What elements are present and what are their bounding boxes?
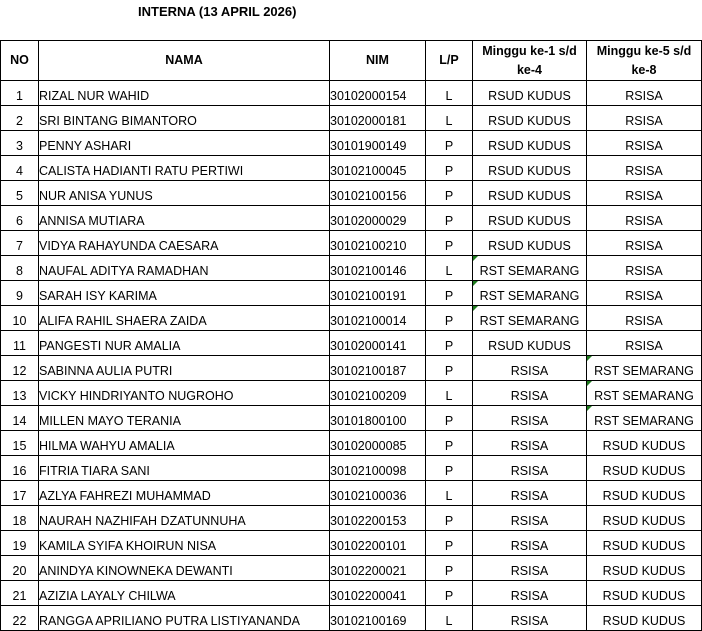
table-row [1, 231, 702, 256]
cell-week1: RSISA [473, 456, 587, 481]
student-roster-table [0, 40, 702, 631]
table-row [1, 506, 702, 531]
cell-nim: 30102100191 [330, 281, 426, 306]
cell-nama: ALIFA RAHIL SHAERA ZAIDA [39, 306, 330, 331]
cell-lp: P [426, 181, 473, 206]
header-lp: L/P [426, 41, 473, 81]
cell-lp: P [426, 306, 473, 331]
cell-week2: RSUD KUDUS [587, 506, 702, 531]
table-row [1, 606, 702, 631]
cell-no: 9 [1, 281, 39, 306]
cell-week2: RSISA [587, 331, 702, 356]
cell-nim: 30102100156 [330, 181, 426, 206]
cell-lp: P [426, 206, 473, 231]
cell-no: 7 [1, 231, 39, 256]
cell-nim: 30102200101 [330, 531, 426, 556]
cell-week1: RSISA [473, 481, 587, 506]
cell-lp: P [426, 456, 473, 481]
cell-nama: FITRIA TIARA SANI [39, 456, 330, 481]
cell-lp: P [426, 531, 473, 556]
table-row [1, 456, 702, 481]
cell-lp: P [426, 406, 473, 431]
cell-nama: RIZAL NUR WAHID [39, 81, 330, 106]
table-row [1, 331, 702, 356]
table-row [1, 306, 702, 331]
cell-lp: L [426, 81, 473, 106]
cell-nim: 30102100098 [330, 456, 426, 481]
cell-no: 2 [1, 106, 39, 131]
cell-no: 3 [1, 131, 39, 156]
table-row [1, 356, 702, 381]
cell-lp: P [426, 581, 473, 606]
cell-nim: 30102000181 [330, 106, 426, 131]
cell-week2: RSUD KUDUS [587, 531, 702, 556]
cell-nim: 30102000141 [330, 331, 426, 356]
cell-no: 20 [1, 556, 39, 581]
cell-week1: RSUD KUDUS [473, 81, 587, 106]
cell-week1: RSISA [473, 581, 587, 606]
cell-nama: VICKY HINDRIYANTO NUGROHO [39, 381, 330, 406]
cell-nim: 30102100169 [330, 606, 426, 631]
cell-no: 17 [1, 481, 39, 506]
cell-lp: P [426, 281, 473, 306]
cell-nim: 30102100146 [330, 256, 426, 281]
cell-week1: RSISA [473, 381, 587, 406]
cell-week1: RSISA [473, 606, 587, 631]
cell-week1: RSISA [473, 431, 587, 456]
cell-nim: 30102000154 [330, 81, 426, 106]
cell-week2: RSUD KUDUS [587, 456, 702, 481]
table-row [1, 406, 702, 431]
cell-nama: ANINDYA KINOWNEKA DEWANTI [39, 556, 330, 581]
cell-no: 14 [1, 406, 39, 431]
table-row [1, 281, 702, 306]
cell-week1: RSUD KUDUS [473, 106, 587, 131]
cell-week2: RST SEMARANG [587, 381, 702, 406]
cell-no: 4 [1, 156, 39, 181]
cell-lp: L [426, 381, 473, 406]
cell-nama: RANGGA APRILIANO PUTRA LISTIYANANDA [39, 606, 330, 631]
cell-nama: PENNY ASHARI [39, 131, 330, 156]
cell-week2: RSISA [587, 131, 702, 156]
cell-lp: L [426, 606, 473, 631]
cell-week2: RST SEMARANG [587, 406, 702, 431]
cell-week1: RSUD KUDUS [473, 331, 587, 356]
cell-week2: RSISA [587, 156, 702, 181]
header-nim: NIM [330, 41, 426, 81]
table-row [1, 131, 702, 156]
cell-nama: CALISTA HADIANTI RATU PERTIWI [39, 156, 330, 181]
header-no: NO [1, 41, 39, 81]
cell-nim: 30101900149 [330, 131, 426, 156]
header-row [1, 41, 702, 81]
table-row [1, 81, 702, 106]
cell-nim: 30102100187 [330, 356, 426, 381]
cell-nim: 30102200021 [330, 556, 426, 581]
cell-week2: RSISA [587, 281, 702, 306]
cell-lp: L [426, 106, 473, 131]
cell-week1: RSUD KUDUS [473, 131, 587, 156]
cell-week2: RSUD KUDUS [587, 431, 702, 456]
header-nama: NAMA [39, 41, 330, 81]
cell-lp: P [426, 431, 473, 456]
cell-nama: AZIZIA LAYALY CHILWA [39, 581, 330, 606]
cell-nim: 30102000085 [330, 431, 426, 456]
cell-no: 5 [1, 181, 39, 206]
cell-nim: 30102100036 [330, 481, 426, 506]
cell-week1: RSISA [473, 406, 587, 431]
cell-no: 12 [1, 356, 39, 381]
table-row [1, 106, 702, 131]
cell-no: 19 [1, 531, 39, 556]
cell-no: 11 [1, 331, 39, 356]
cell-nim: 30102100209 [330, 381, 426, 406]
table-row [1, 581, 702, 606]
cell-nama: ANNISA MUTIARA [39, 206, 330, 231]
cell-lp: L [426, 481, 473, 506]
cell-lp: P [426, 156, 473, 181]
cell-no: 18 [1, 506, 39, 531]
cell-lp: P [426, 506, 473, 531]
cell-week1: RSUD KUDUS [473, 156, 587, 181]
table-row [1, 381, 702, 406]
cell-week1: RST SEMARANG [473, 281, 587, 306]
table-row [1, 431, 702, 456]
cell-week2: RSUD KUDUS [587, 606, 702, 631]
cell-no: 10 [1, 306, 39, 331]
cell-week1: RSUD KUDUS [473, 181, 587, 206]
cell-no: 1 [1, 81, 39, 106]
table-row [1, 556, 702, 581]
cell-week2: RSUD KUDUS [587, 481, 702, 506]
cell-week2: RSISA [587, 306, 702, 331]
cell-lp: P [426, 556, 473, 581]
cell-week2: RSISA [587, 231, 702, 256]
cell-no: 13 [1, 381, 39, 406]
table-row [1, 481, 702, 506]
cell-nim: 30102200153 [330, 506, 426, 531]
table-row [1, 181, 702, 206]
page-title: INTERNA (13 APRIL 2026) [138, 4, 297, 19]
cell-week2: RSISA [587, 256, 702, 281]
table-row [1, 206, 702, 231]
cell-week2: RSISA [587, 106, 702, 131]
cell-lp: P [426, 131, 473, 156]
cell-no: 16 [1, 456, 39, 481]
cell-week2: RSUD KUDUS [587, 556, 702, 581]
cell-no: 21 [1, 581, 39, 606]
cell-nama: PANGESTI NUR AMALIA [39, 331, 330, 356]
cell-lp: P [426, 231, 473, 256]
cell-week1: RSUD KUDUS [473, 231, 587, 256]
cell-nama: SARAH ISY KARIMA [39, 281, 330, 306]
cell-nim: 30102000029 [330, 206, 426, 231]
cell-lp: P [426, 356, 473, 381]
cell-week1: RSISA [473, 531, 587, 556]
cell-week1: RSUD KUDUS [473, 206, 587, 231]
cell-no: 22 [1, 606, 39, 631]
cell-nim: 30102100210 [330, 231, 426, 256]
cell-no: 15 [1, 431, 39, 456]
cell-week2: RSISA [587, 206, 702, 231]
cell-week2: RSISA [587, 81, 702, 106]
cell-nama: SABINNA AULIA PUTRI [39, 356, 330, 381]
cell-no: 6 [1, 206, 39, 231]
cell-nama: NAURAH NAZHIFAH DZATUNNUHA [39, 506, 330, 531]
cell-nim: 30102100045 [330, 156, 426, 181]
cell-week2: RST SEMARANG [587, 356, 702, 381]
cell-nim: 30101800100 [330, 406, 426, 431]
cell-week2: RSUD KUDUS [587, 581, 702, 606]
header-week2: Minggu ke-5 s/d ke-8 [587, 41, 702, 81]
cell-nama: HILMA WAHYU AMALIA [39, 431, 330, 456]
cell-week2: RSISA [587, 181, 702, 206]
cell-lp: L [426, 256, 473, 281]
cell-lp: P [426, 331, 473, 356]
cell-nama: KAMILA SYIFA KHOIRUN NISA [39, 531, 330, 556]
table-row [1, 156, 702, 181]
cell-week1: RSISA [473, 556, 587, 581]
cell-no: 8 [1, 256, 39, 281]
cell-week1: RSISA [473, 506, 587, 531]
cell-week1: RST SEMARANG [473, 306, 587, 331]
cell-nama: MILLEN MAYO TERANIA [39, 406, 330, 431]
cell-week1: RST SEMARANG [473, 256, 587, 281]
cell-nama: AZLYA FAHREZI MUHAMMAD [39, 481, 330, 506]
cell-week1: RSISA [473, 356, 587, 381]
cell-nama: SRI BINTANG BIMANTORO [39, 106, 330, 131]
header-week1: Minggu ke-1 s/d ke-4 [473, 41, 587, 81]
cell-nama: NUR ANISA YUNUS [39, 181, 330, 206]
table-row [1, 531, 702, 556]
cell-nim: 30102200041 [330, 581, 426, 606]
cell-nama: VIDYA RAHAYUNDA CAESARA [39, 231, 330, 256]
cell-nim: 30102100014 [330, 306, 426, 331]
cell-nama: NAUFAL ADITYA RAMADHAN [39, 256, 330, 281]
table-row [1, 256, 702, 281]
